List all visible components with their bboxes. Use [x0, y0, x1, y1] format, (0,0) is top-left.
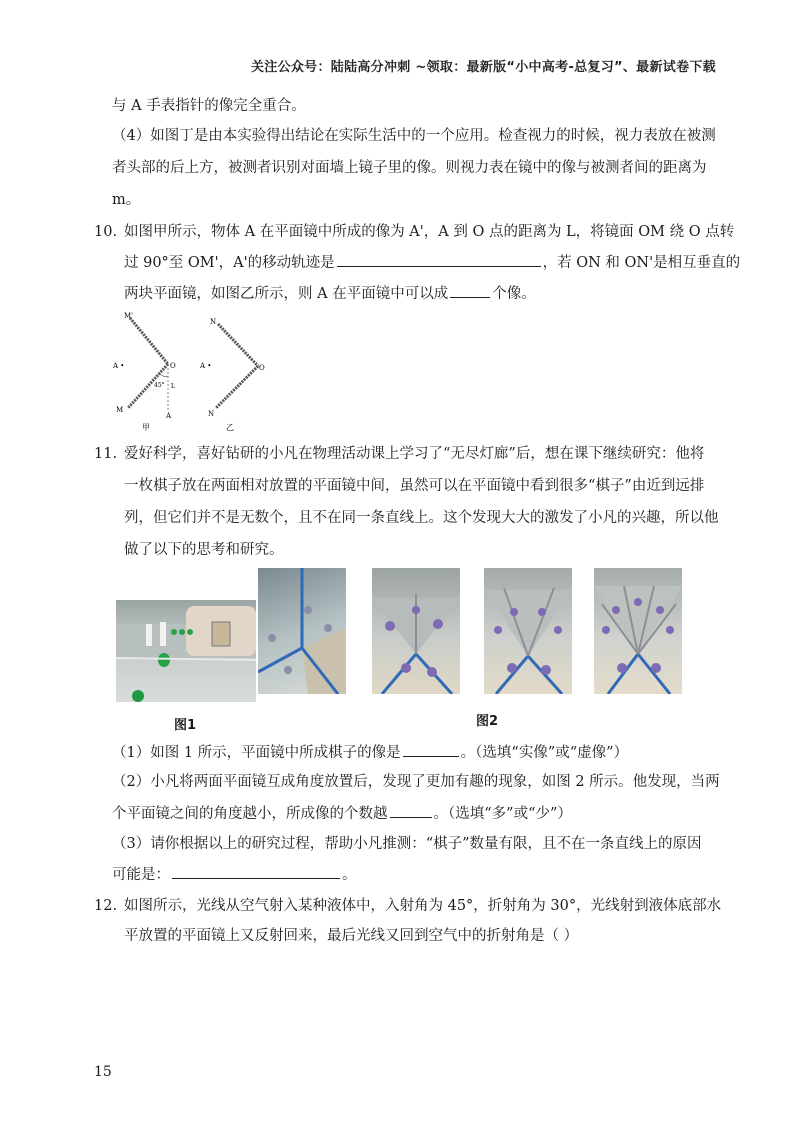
label-n-top: N	[210, 318, 217, 326]
q12-number: 12.	[94, 898, 118, 914]
q11-sub-2-cont	[112, 803, 572, 824]
q9-line-4: m。	[112, 192, 141, 208]
caption-jia: 甲	[142, 423, 150, 432]
q11-line-3: 列，但它们并不是无数个，且不在同一条直线上。这个发现大大的激发了小凡的兴趣，所以他	[124, 510, 719, 526]
q11-sub-2: （2）小凡将两面平面镜互成角度放置后，发现了更加有趣的现象，如图 2 所示。他发现，当两	[112, 774, 720, 790]
q11-sub-1-end: 。（选填“实像”或“虚像”）	[460, 745, 629, 761]
figure-2-photo-2	[372, 568, 460, 694]
q11-sub-1-start: （1）如图 1 所示，平面镜中所成棋子的像是	[112, 745, 401, 761]
mirror-on-prime	[216, 366, 258, 408]
figure-1-caption: 图1	[174, 718, 197, 733]
q9-line-3: 者头部的后上方，被测者识别对面墙上镜子里的像。则视力表在镜中的像与被测者间的距离为	[112, 160, 707, 176]
label-l: L	[171, 383, 175, 390]
q10-line-2-end: ，若 ON 和 ON'是相互垂直的	[542, 255, 741, 271]
q10-blank-trajectory[interactable]	[337, 252, 541, 267]
label-o-yi: O	[259, 364, 265, 372]
q10-line-3-start: 两块平面镜，如图乙所示，则 A 在平面镜中可以成	[124, 286, 449, 302]
q11-sub-3-cont-end: 。	[342, 867, 357, 883]
label-m: M	[116, 406, 124, 414]
q11-line-1: 爱好科学，喜好钻研的小凡在物理活动课上学习了“无尽灯廊”后，想在课下继续研究：他将	[124, 446, 705, 462]
figure-2-photo-1	[258, 568, 346, 694]
q11-sub-2-cont-start: 个平面镜之间的角度越小，所成像的个数越	[112, 806, 388, 822]
caption-yi: 乙	[226, 423, 234, 432]
label-m-prime: M'	[124, 312, 134, 320]
q11-sub-3-cont	[112, 864, 357, 885]
q10-line-2	[124, 252, 740, 273]
q9-line-1: 与 A 手表指针的像完全重合。	[112, 98, 306, 114]
label-n-bottom: N	[208, 410, 215, 418]
label-a-yi: A •	[200, 362, 212, 370]
label-45: 45°	[154, 382, 165, 389]
q10-figures	[108, 308, 278, 434]
label-a-jia: A •	[113, 362, 125, 370]
page-number: 15	[94, 1064, 112, 1080]
mirror-on	[218, 324, 258, 366]
q10-line-3-end: 个像。	[492, 286, 536, 302]
q10-blank-image-count[interactable]	[450, 283, 490, 298]
q11-sub-2-cont-end: 。（选填“多”或“少”）	[433, 806, 572, 822]
label-a-prime: A	[166, 412, 172, 420]
q11-sub-3: （3）请你根据以上的研究过程，帮助小凡推测：“棋子”数量有限，且不在一条直线上的原因	[112, 836, 702, 852]
q11-blank-more-less[interactable]	[390, 803, 432, 818]
label-o-jia: O	[170, 362, 176, 370]
q10-number: 10.	[94, 224, 118, 240]
q11-line-2: 一枚棋子放在两面相对放置的平面镜中间，虽然可以在平面镜中看到很多“棋子”由近到远排	[124, 478, 705, 494]
q10-line-3	[124, 283, 536, 304]
figure-1-photo	[116, 600, 256, 702]
q9-line-2: （4）如图丁是由本实验得出结论在实际生活中的一个应用。检查视力的时候，视力表放在被测	[112, 128, 716, 144]
figure-2-caption: 图2	[476, 714, 499, 729]
q12-line-1: 如图所示，光线从空气射入某种液体中，入射角为 45°，折射角为 30°，光线射到液体底部水	[124, 898, 722, 914]
q10-line-1: 如图甲所示，物体 A 在平面镜中所成的像为 A'，A 到 O 点的距离为 L，将镜面 OM 绕 O 点转	[124, 224, 735, 240]
q11-line-4: 做了以下的思考和研究。	[124, 542, 284, 558]
mirror-om-prime	[130, 318, 168, 364]
q10-line-2-start: 过 90°至 OM'，A'的移动轨迹是	[124, 255, 335, 271]
q11-sub-1	[112, 742, 628, 763]
figure-2-photo-4	[594, 568, 682, 694]
figure-2-photo-3	[484, 568, 572, 694]
page-header: 关注公众号：陆陆高分冲刺 ~领取：最新版“小中高考-总复习”、最新试卷下载	[250, 60, 716, 75]
angle-arc	[160, 374, 168, 377]
q11-number: 11.	[94, 446, 118, 462]
q11-blank-image-type[interactable]	[403, 742, 459, 757]
q11-blank-reason[interactable]	[172, 864, 340, 879]
q12-line-2: 平放置的平面镜上又反射回来，最后光线又回到空气中的折射角是（ ）	[124, 928, 579, 944]
q11-sub-3-cont-start: 可能是：	[112, 867, 170, 883]
